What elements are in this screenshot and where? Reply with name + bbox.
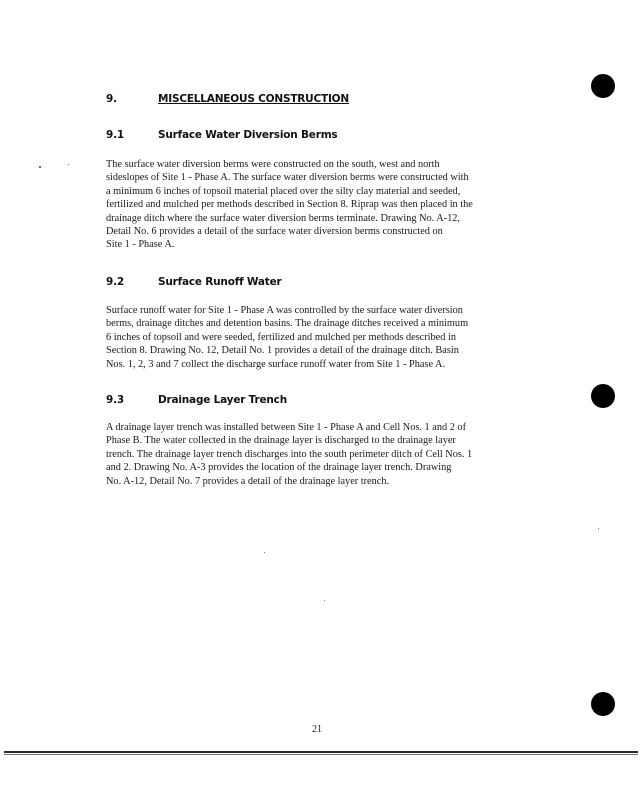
paragraph-line: trench. The drainage layer trench discharges into the south perimeter ditch of Cell Nos. 1 (106, 448, 473, 460)
section-9-2-number: 9.2 (106, 276, 125, 288)
bottom-scan-rule (4, 751, 638, 753)
paragraph-line: 6 inches of topsoil and were seeded, fertilized and mulched per methods described in (106, 331, 456, 343)
scan-speck (39, 166, 41, 168)
paragraph-line: sideslopes of Site 1 - Phase A. The surface water diversion berms were constructed with (106, 172, 469, 184)
scan-speck (68, 164, 69, 165)
paragraph-line: a minimum 6 inches of topsoil material placed over the silty clay material and seeded, (106, 185, 461, 197)
punch-hole-middle (591, 384, 615, 408)
paragraph-line: fertilized and mulched per methods described in Section 8. Riprap was then placed in the (106, 199, 473, 211)
section-9-3-number: 9.3 (106, 394, 125, 406)
paragraph-line: A drainage layer trench was installed between Site 1 - Phase A and Cell Nos. 1 and 2 of (106, 422, 467, 433)
punch-hole-bottom (591, 692, 615, 716)
bottom-scan-rule-secondary (4, 754, 638, 755)
section-9-number: 9. (106, 93, 117, 105)
paragraph-line: No. A-12, Detail No. 7 provides a detail of the drainage layer trench. (106, 475, 390, 487)
paragraph-line: Section 8. Drawing No. 12, Detail No. 1 provides a detail of the drainage ditch. Basin (106, 345, 459, 357)
paragraph-line: drainage ditch where the surface water diversion berms terminate. Drawing No. A-12, (106, 212, 460, 224)
paragraph-line: The surface water diversion berms were constructed on the south, west and north (106, 159, 440, 170)
section-9-3-paragraph (106, 421, 536, 488)
paragraph-line: Nos. 1, 2, 3 and 7 collect the discharge surface runoff water from Site 1 - Phase A. (106, 358, 446, 370)
paragraph-line: and 2. Drawing No. A-3 provides the location of the drainage layer trench. Drawing (106, 462, 452, 474)
section-9-3-title: Drainage Layer Trench (158, 394, 287, 406)
section-9-title: MISCELLANEOUS CONSTRUCTION (158, 93, 349, 105)
paragraph-line: Site 1 - Phase A. (106, 239, 175, 251)
section-9-1-title: Surface Water Diversion Berms (158, 129, 338, 141)
paragraph-line: Detail No. 6 provides a detail of the surface water diversion berms constructed on (106, 226, 443, 238)
scan-speck (598, 528, 599, 529)
scan-speck (324, 600, 325, 601)
section-9-2-paragraph (106, 304, 536, 371)
section-9-1-paragraph (106, 158, 536, 252)
punch-hole-top (591, 74, 615, 98)
section-9-2-title: Surface Runoff Water (158, 276, 282, 288)
section-9-1-number: 9.1 (106, 129, 125, 141)
page-number: 21 (312, 724, 322, 735)
scan-speck (264, 552, 265, 553)
paragraph-line: Phase B. The water collected in the drainage layer is discharged to the drainage layer (106, 435, 456, 447)
paragraph-line: berms, drainage ditches and detention basins. The drainage ditches received a minimum (106, 318, 469, 330)
paragraph-line: Surface runoff water for Site 1 - Phase A was controlled by the surface water diversion (106, 305, 463, 316)
